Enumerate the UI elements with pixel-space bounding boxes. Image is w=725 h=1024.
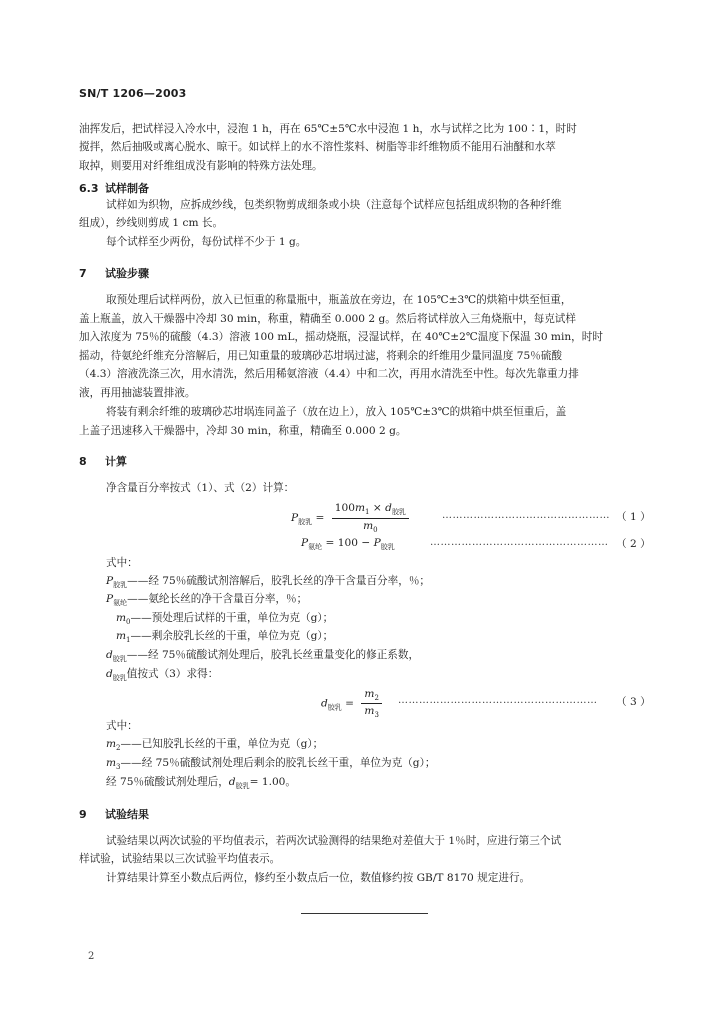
section-title: 试样制备 — [105, 182, 149, 195]
section-7-heading — [79, 265, 149, 281]
definition-line: $P_{氨纶}——$氨纶长丝的净干含量百分率，％； — [106, 593, 308, 608]
paragraph-line: 取预处理后试样两份，放入已恒重的称量瓶中，瓶盖放在旁边，在 105℃±3℃的烘箱中烘至恒重， — [106, 294, 572, 306]
section-title: 试验步骤 — [105, 267, 149, 280]
paragraph-line: 盖上瓶盖，放入干燥器中冷却 30 min，称重，精确至 0.000 2 g。然后将试样放入三角烧瓶中，每克试样 — [79, 313, 576, 325]
paragraph-line: 样试验，试验结果以三次试验平均值表示。 — [79, 853, 281, 865]
section-title: 计算 — [105, 455, 127, 468]
definition-line: $P_{胶乳}——$经 75％硫酸试剂溶解后，胶乳长丝的净干含量百分率，％； — [106, 575, 431, 590]
section-8-heading — [79, 453, 127, 469]
paragraph-line: 试验结果以两次试验的平均值表示，若两次试验测得的结果绝对差值大于 1％时，应进行第三个试 — [106, 835, 562, 847]
paragraph-line: 组成），纱线则剪成 1 cm 长。 — [79, 217, 224, 229]
section-6-3-heading — [79, 180, 149, 196]
paragraph-line: 计算结果计算至小数点后两位，修约至小数点后一位，数值修约按 GB/T 8170 规定进行。 — [106, 872, 531, 884]
leader-dots: ………………………………………… — [442, 510, 610, 521]
where-label: 式中： — [106, 557, 138, 569]
paragraph-line: 每个试样至少两份，每份试样不少于 1 g。 — [106, 236, 307, 248]
section-9-heading — [79, 806, 149, 822]
leader-dots: …………………………………………… — [430, 537, 609, 548]
definition-line: $d_{胶乳}——$经 75％硫酸试剂处理后，胶乳长丝重量变化的修正系数， — [106, 649, 420, 664]
paragraph-line: 取掉，则要用对纤维组成没有影响的特殊方法处理。 — [79, 160, 323, 172]
section-number: 7 — [79, 267, 87, 280]
paragraph-line: 将装有剩余纤维的玻璃砂芯坩埚连同盖子（放在边上），放入 105℃±3℃的烘箱中烘至恒重后，盖 — [106, 406, 567, 418]
paragraph-line: $d_{胶乳}$值按式（3）求得： — [106, 668, 219, 683]
paragraph-line: 液，再用抽滤装置排液。 — [79, 387, 196, 399]
paragraph-line: 搅拌，然后抽吸或离心脱水、晾干。如试样上的水不溶性浆料、树脂等非纤维物质不能用石油醚和水萃 — [79, 141, 556, 153]
section-number: 6.3 — [79, 182, 99, 195]
leader-dots: ………………………………………………… — [398, 695, 598, 706]
paragraph-line: 摇动，待氨纶纤维充分溶解后，用已知重量的玻璃砂芯坩埚过滤，将剩余的纤维用少量同温度 75％硫酸 — [79, 350, 562, 362]
section-title: 试验结果 — [105, 808, 149, 821]
page-number: 2 — [88, 951, 95, 962]
standard-code: SN/T 1206—2003 — [79, 87, 187, 100]
definition-line: $m_2——$已知胶乳长丝的干重，单位为克（g）； — [106, 738, 324, 753]
definition-line: $m_3——$经 75％硫酸试剂处理后剩余的胶乳长丝干重，单位为克（g）； — [106, 757, 436, 772]
definition-line: $m_0——$预处理后试样的干重，单位为克（g）； — [116, 612, 334, 627]
paragraph-line: （4.3）溶液洗涤三次，用水清洗，然后用稀氨溶液（4.4）中和二次，再用水清洗至中性。每次先靠重力排 — [79, 368, 579, 380]
paragraph-line: 上盖子迅速移入干燥器中，冷却 30 min，称重，精确至 0.000 2 g。 — [79, 425, 407, 437]
where-label: 式中： — [106, 720, 138, 732]
paragraph-line: 经 75％硫酸试剂处理后，$d_{胶乳}= 1.00$。 — [106, 776, 297, 791]
paragraph-line: 试样如为织物，应拆成纱线，包类织物剪成细条或小块（注意每个试样应包括组成织物的各种纤维 — [106, 199, 562, 211]
equation-number: （ 3 ） — [616, 696, 651, 708]
fraction: $\frac{100m_1 \times d_{胶乳}}{m_0}$ — [332, 502, 409, 534]
section-number: 9 — [79, 808, 87, 821]
equation-3: $d_{胶乳}$ = $\frac{m_2}{m_3}$ — [321, 688, 382, 719]
paragraph-line: 油挥发后，把试样浸入冷水中，浸泡 1 h，再在 65℃±5℃水中浸泡 1 h，水与试样之比为 100∶1，时时 — [79, 123, 577, 135]
paragraph-line: 加入浓度为 75％的硫酸（4.3）溶液 100 mL，摇动烧瓶，浸湿试样，在 40℃±2℃温度下保温 30 min，时时 — [79, 331, 603, 343]
fraction: $\frac{m_2}{m_3}$ — [361, 688, 382, 719]
paragraph-line: 净含量百分率按式（1）、式（2）计算： — [106, 482, 295, 494]
equation-1: $P_{胶乳}$ = $\frac{100m_1 \times d_{胶乳}}{m_0}$ — [291, 502, 409, 534]
equation-number: （ 2 ） — [616, 538, 651, 550]
equation-2: $P_{氨纶} = 100 - P_{胶乳}$ — [301, 537, 395, 552]
equation-number: （ 1 ） — [616, 511, 651, 523]
end-rule — [301, 913, 428, 914]
definition-line: $m_1——$剩余胶乳长丝的干重，单位为克（g）； — [116, 630, 334, 645]
section-number: 8 — [79, 455, 87, 468]
